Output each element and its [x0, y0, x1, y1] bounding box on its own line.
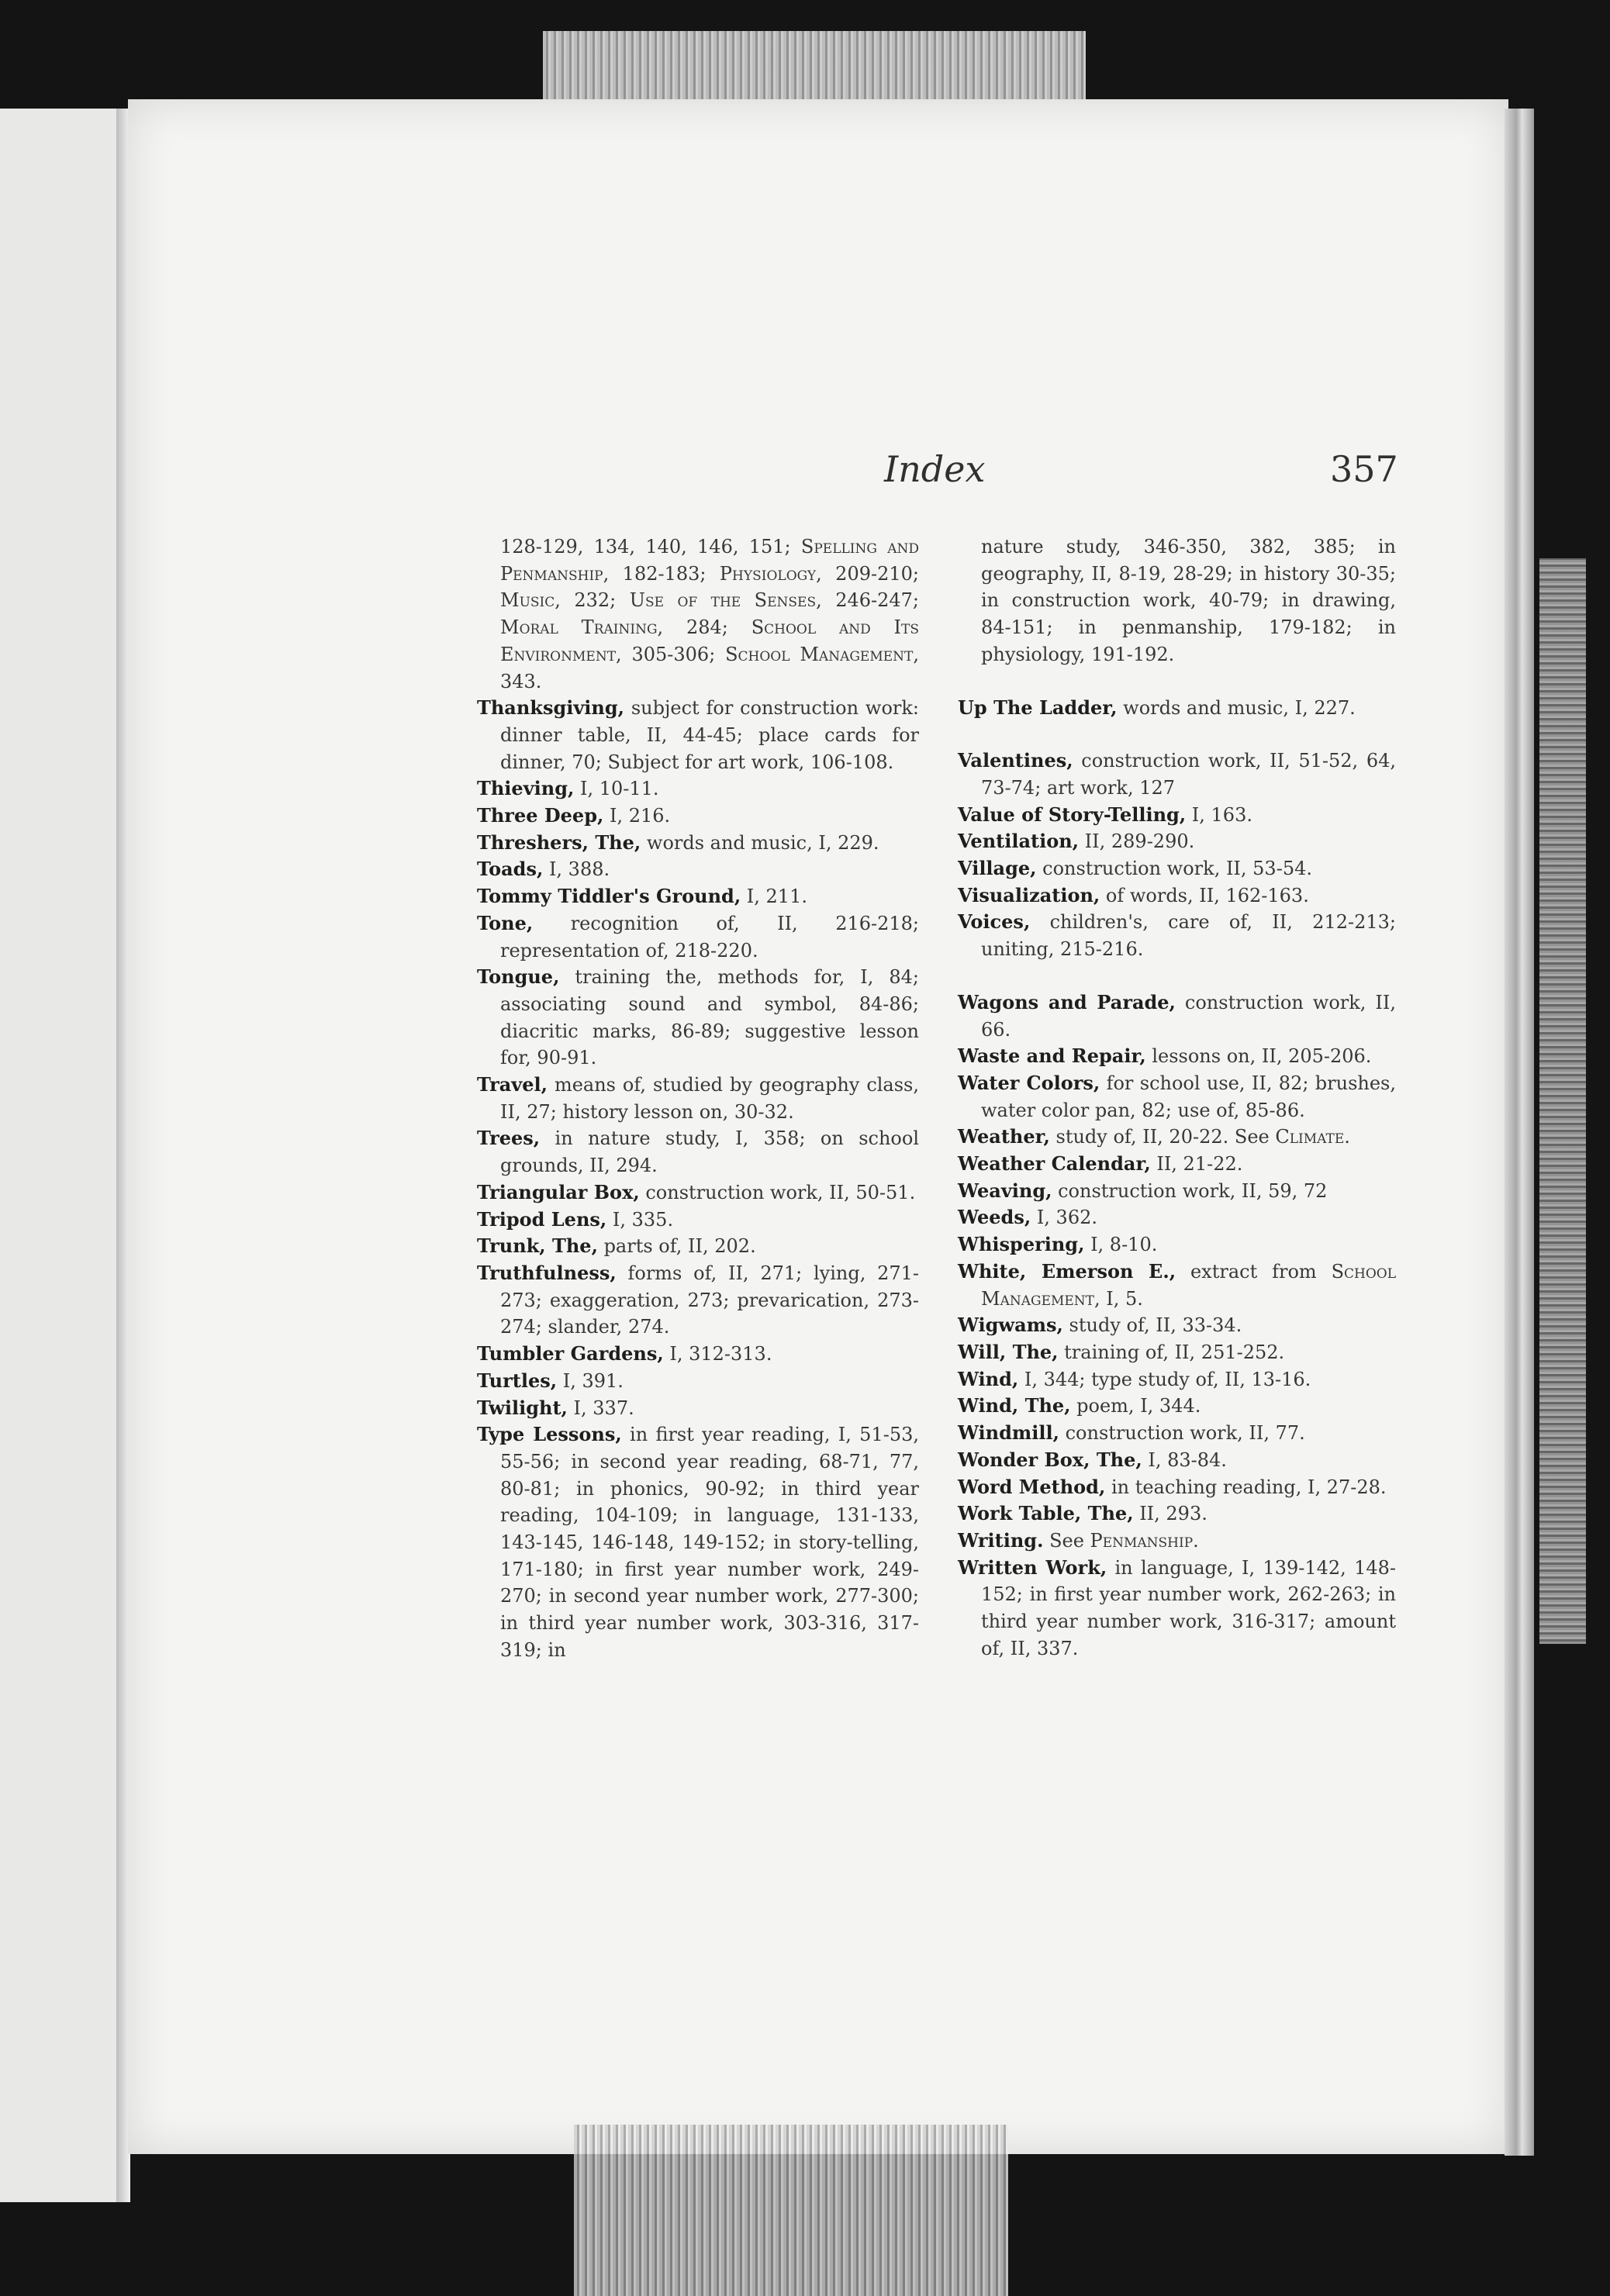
index-locator-text: , 232;	[555, 589, 630, 612]
index-entry	[477, 830, 919, 857]
running-head	[128, 448, 1508, 495]
index-entry	[477, 1395, 919, 1422]
index-entry	[477, 1207, 919, 1234]
index-locator-text: words and music, I, 229.	[641, 831, 879, 854]
index-headword: Village,	[958, 857, 1037, 880]
index-headword: Written Work,	[958, 1555, 1107, 1579]
index-entry	[477, 1072, 919, 1125]
index-headword: Turtles,	[477, 1369, 558, 1392]
index-headword: Toads,	[477, 858, 544, 881]
index-entry	[958, 1555, 1396, 1662]
index-entry	[477, 803, 919, 830]
letter-group-gap	[958, 721, 1396, 747]
index-entry	[477, 856, 919, 883]
index-entry	[958, 909, 1396, 962]
index-headword: Trees,	[477, 1127, 541, 1150]
index-headword: Thieving,	[477, 777, 575, 800]
index-headword: Truthfulness,	[477, 1261, 617, 1284]
page-number: 357	[1330, 448, 1398, 490]
index-entry	[958, 855, 1396, 882]
index-locator-text: in nature study, I, 358; on school grounds, II, 294.	[500, 1127, 919, 1177]
index-headword: Writing.	[958, 1528, 1044, 1552]
film-scan-artifact-top	[543, 31, 1086, 109]
cross-reference: School and Its Environment	[500, 616, 920, 665]
index-headword: Tone,	[477, 911, 534, 934]
index-headword: Triangular Box,	[477, 1180, 640, 1203]
index-locator-text: for school use, II, 82; brushes, water color pan, 82; use of, 85-86.	[981, 1072, 1396, 1121]
index-locator-text: , 209-210;	[816, 562, 919, 585]
index-locator-text: subject for construction work: dinner table, II, 44-45; place cards for dinner, 70; Subject for art work, 106-108.	[500, 697, 919, 773]
book-page	[128, 99, 1508, 2154]
index-entry	[958, 1043, 1396, 1070]
index-headword: Wonder Box, The,	[958, 1448, 1142, 1471]
index-locator-text: I, 335.	[606, 1208, 674, 1231]
index-headword: Travel,	[477, 1073, 548, 1096]
index-headword: Trunk, The,	[477, 1234, 598, 1258]
index-headword: White, Emerson E.,	[958, 1259, 1176, 1283]
index-entry	[958, 1420, 1396, 1447]
index-entry	[958, 1151, 1396, 1178]
index-entry	[958, 1178, 1396, 1205]
index-locator-text: , I, 5.	[1094, 1287, 1143, 1310]
index-locator-text: I, 337.	[567, 1397, 634, 1419]
index-entry	[958, 1070, 1396, 1124]
index-headword: Twilight,	[477, 1396, 568, 1419]
cross-reference: Music	[500, 589, 555, 612]
cross-reference: Moral Training	[500, 616, 658, 639]
index-locator-text: I, 83-84.	[1142, 1448, 1227, 1471]
index-locator-text: training of, II, 251-252.	[1058, 1341, 1285, 1363]
index-headword: Wind,	[958, 1367, 1019, 1390]
index-entry	[477, 883, 919, 910]
index-entry	[958, 989, 1396, 1043]
index-headword: Word Method,	[958, 1475, 1106, 1498]
index-headword: Weaving,	[958, 1179, 1052, 1202]
letter-group-gap	[958, 963, 1396, 989]
index-entry	[477, 1421, 919, 1663]
index-headword: Weather Calendar,	[958, 1152, 1151, 1176]
index-locator-text: in teaching reading, I, 27-28.	[1105, 1476, 1387, 1498]
index-entry	[958, 1366, 1396, 1393]
cross-reference: School Management	[981, 1260, 1397, 1310]
index-entry	[958, 828, 1396, 855]
index-locator-text: construction work, II, 59, 72	[1052, 1179, 1328, 1202]
index-locator-text: , 305-306;	[616, 643, 726, 665]
index-headword: Windmill,	[958, 1421, 1059, 1445]
index-locator-text: construction work, II, 77.	[1059, 1422, 1305, 1445]
index-entry	[958, 1231, 1396, 1258]
index-entry	[958, 695, 1396, 722]
index-entry	[958, 1500, 1396, 1528]
index-entry	[958, 1204, 1396, 1231]
index-locator-text: I, 391.	[557, 1369, 624, 1392]
film-scan-artifact-right	[1539, 558, 1586, 1644]
index-entry	[477, 1260, 919, 1341]
index-headword: Up The Ladder,	[958, 696, 1118, 719]
index-locator-text: I, 344; type study of, II, 13-16.	[1018, 1368, 1311, 1390]
index-headword: Threshers, The,	[477, 830, 641, 854]
index-entry	[958, 1339, 1396, 1366]
index-headword: Waste and Repair,	[958, 1044, 1146, 1068]
index-entry	[958, 1528, 1396, 1555]
index-locator-text: II, 21-22.	[1150, 1153, 1243, 1176]
index-entry	[958, 1258, 1396, 1312]
cross-reference: School Management	[725, 643, 914, 665]
letter-group-gap	[958, 668, 1396, 695]
index-locator-text: construction work, II, 53-54.	[1036, 858, 1312, 880]
index-headword: Wagons and Parade,	[958, 990, 1176, 1013]
index-locator-text: of words, II, 162-163.	[1100, 884, 1309, 906]
index-headword: Tripod Lens,	[477, 1207, 607, 1231]
index-locator-text: nature study, 346-350, 382, 385; in geography, II, 8-19, 28-29; in history 30-35; in construction work, 40-79; in drawing, 84-151; in penmanship, 179-182; in physiology, 191-192.	[981, 536, 1396, 665]
index-locator-text: poem, I, 344.	[1070, 1395, 1201, 1417]
index-locator-text: , 246-247;	[816, 589, 920, 612]
index-headword: Wind, The,	[958, 1394, 1071, 1417]
running-head-title: Index	[884, 448, 986, 490]
index-locator-text: I, 388.	[543, 858, 610, 881]
index-locator-text: .	[1193, 1529, 1199, 1552]
index-locator-text: .	[1344, 1126, 1350, 1148]
index-locator-text: , 284;	[657, 616, 751, 639]
index-entry-continuation	[958, 533, 1396, 668]
index-locator-text: I, 163.	[1186, 803, 1252, 826]
index-headword: Weeds,	[958, 1206, 1031, 1229]
cross-reference: Spelling and Penmanship	[500, 536, 919, 585]
index-locator-text: I, 216.	[603, 805, 671, 827]
index-locator-text: lessons on, II, 205-206.	[1145, 1045, 1372, 1068]
index-headword: Tumbler Gardens,	[477, 1342, 664, 1366]
index-headword: Type Lessons,	[477, 1423, 622, 1446]
facing-page-edge	[0, 109, 124, 2202]
index-locator-text: words and music, I, 227.	[1117, 696, 1356, 719]
index-locator-text: I, 211.	[741, 886, 807, 908]
index-headword: Thanksgiving,	[477, 696, 624, 720]
index-entry	[477, 964, 919, 1072]
index-locator-text: 128-129, 134, 140, 146, 151;	[500, 536, 801, 558]
index-locator-text: II, 289-290.	[1079, 830, 1195, 853]
index-locator-text: See	[1043, 1529, 1090, 1552]
index-entry	[958, 1124, 1396, 1151]
index-entry	[477, 1179, 919, 1207]
index-locator-text: recognition of, II, 216-218; representation of, 218-220.	[500, 912, 919, 962]
index-locator-text: I, 8-10.	[1084, 1234, 1158, 1256]
index-headword: Water Colors,	[958, 1071, 1100, 1094]
index-entry	[477, 1125, 919, 1179]
index-locator-text: construction work, II, 51-52, 64, 73-74; art work, 127	[981, 750, 1396, 799]
index-locator-text: I, 362.	[1031, 1207, 1097, 1229]
index-locator-text: , 343.	[500, 643, 920, 692]
index-headword: Visualization,	[958, 883, 1100, 906]
index-headword: Weather,	[958, 1125, 1050, 1148]
index-entry-continuation	[477, 533, 919, 695]
index-column-right	[958, 533, 1396, 1662]
index-locator-text: study of, II, 20-22. See	[1049, 1126, 1276, 1148]
index-locator-text: training the, methods for, I, 84; associating sound and symbol, 84-86; diacritic marks, 86-89; suggestive lesson for, 90-91.	[500, 966, 919, 1069]
index-entry	[477, 1341, 919, 1368]
index-locator-text: , 182-183;	[603, 562, 720, 585]
index-locator-text: I, 10-11.	[574, 778, 659, 800]
index-headword: Will, The,	[958, 1340, 1059, 1363]
index-headword: Wigwams,	[958, 1314, 1063, 1337]
film-scan-artifact-bottom	[574, 2125, 1008, 2296]
index-locator-text: study of, II, 33-34.	[1062, 1314, 1242, 1337]
index-headword: Three Deep,	[477, 804, 604, 827]
index-entry	[958, 802, 1396, 829]
index-locator-text: extract from	[1176, 1260, 1332, 1283]
index-locator-text: means of, studied by geography class, II, 27; history lesson on, 30-32.	[500, 1074, 919, 1123]
index-column-left	[477, 533, 919, 1664]
index-locator-text: parts of, II, 202.	[597, 1235, 756, 1258]
index-headword: Voices,	[958, 910, 1031, 934]
index-headword: Tongue,	[477, 965, 560, 989]
index-locator-text: forms of, II, 271; lying, 271-273; exaggeration, 273; prevarication, 273-274; slander, 274.	[500, 1262, 919, 1338]
index-entry	[958, 747, 1396, 801]
index-locator-text: in first year reading, I, 51-53, 55-56; in second year reading, 68-71, 77, 80-81; in phonics, 90-92; in third year reading, 104-109; in language, 131-133, 143-145, 146-148, 149-152; in story-telling, 171-180; in first year number work, 249-270; in second year number work, 277-300; in third year number work, 303-316, 317-319; in	[500, 1424, 919, 1661]
cross-reference: Physiology	[719, 562, 817, 585]
index-headword: Tommy Tiddler's Ground,	[477, 885, 741, 908]
index-locator-text: children's, care of, II, 212-213; uniting, 215-216.	[981, 911, 1396, 961]
index-locator-text: II, 293.	[1133, 1503, 1208, 1525]
cross-reference: Use of the Senses	[629, 589, 817, 612]
index-locator-text: in language, I, 139-142, 148-152; in first year number work, 262-263; in third year number work, 316-317; amount of, II, 337.	[981, 1556, 1397, 1659]
index-entry	[958, 1474, 1396, 1501]
index-entry	[477, 1233, 919, 1260]
index-headword: Ventilation,	[958, 830, 1080, 853]
cross-reference: Penmanship	[1090, 1529, 1194, 1552]
index-locator-text: I, 312-313.	[663, 1343, 772, 1366]
index-headword: Work Table, The,	[958, 1502, 1134, 1525]
index-entry	[958, 1393, 1396, 1420]
index-locator-text: construction work, II, 66.	[981, 991, 1396, 1041]
index-entry	[477, 695, 919, 775]
page-stack-edge	[1505, 109, 1534, 2156]
index-locator-text: construction work, II, 50-51.	[639, 1181, 916, 1203]
index-headword: Value of Story-Telling,	[958, 803, 1187, 826]
index-headword: Whispering,	[958, 1233, 1085, 1256]
cross-reference: Climate	[1275, 1126, 1345, 1148]
index-entry	[477, 775, 919, 803]
index-headword: Valentines,	[958, 749, 1073, 772]
index-entry	[477, 910, 919, 964]
index-entry	[958, 1312, 1396, 1339]
index-entry	[477, 1368, 919, 1395]
index-entry	[958, 1447, 1396, 1474]
index-entry	[958, 882, 1396, 910]
